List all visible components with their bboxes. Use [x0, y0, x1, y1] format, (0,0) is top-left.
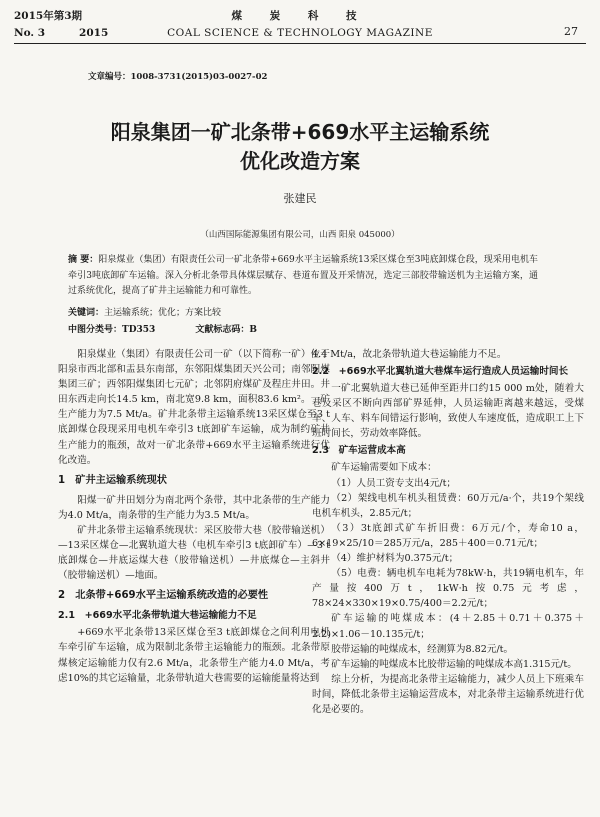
- section-2-heading: 2 北条带+669水平主运输系统改造的必要性: [58, 590, 269, 602]
- journal-name-cn: 煤 炭 科 技: [231, 10, 369, 22]
- left-column: [58, 347, 330, 686]
- issue-cn: 2015年第3期: [14, 10, 83, 22]
- right-column: [312, 347, 584, 717]
- journal-name-en: COAL SCIENCE & TECHNOLOGY MAGAZINE: [167, 27, 433, 39]
- cost-item-3: （3）3t底卸式矿车折旧费：6万元/个，寿命10 a，6×19×25/10＝285万元/a，285＋400＝0.71元/t；: [312, 522, 584, 549]
- article-number: 文章编号：1008-3731(2015)03-0027-02: [88, 72, 268, 82]
- keywords-label: 关键词：: [68, 308, 105, 318]
- doc-code-label: 文献标志码：: [195, 325, 250, 335]
- abstract-label: 摘 要：: [68, 255, 99, 265]
- title-line-1: 阳泉集团一矿北条带+669水平主运输系统: [110, 120, 490, 144]
- affiliation: （山西国际能源集团有限公司，山西 阳泉 045000）: [200, 230, 400, 240]
- section-1-paragraph-2: 矿井北条带主运输系统现状：采区胶带大巷（胶带输送机）—13采区煤仓—北翼轨道大巷（电机车牵引3 t底卸矿车）—3 t底卸煤仓—井底运煤大巷（胶带输送机）—井底煤仓—主斜井（胶带输送机）—地面。: [58, 524, 330, 582]
- belt-cost: 胶带运输的吨煤成本，经测算为8.82元/t。: [331, 643, 514, 655]
- section-1-heading: 1 矿井主运输系统现状: [58, 474, 167, 486]
- header-divider: [14, 43, 586, 44]
- cost-item-2: （2）架线电机车机头租赁费：60万元/a·个，共19个架线电机车机头，2.85元/t；: [312, 492, 584, 519]
- author: 张建民: [283, 192, 317, 205]
- section-2-1-continued: 4.4 Mt/a，故北条带轨道大巷运输能力不足。: [312, 349, 507, 360]
- classification: [68, 322, 297, 335]
- summary-paragraph: 综上分析，为提高北条带主运输能力，减少人员上下班乘车时间，降低北条带主运输运营成本，对北条带主运输系统进行优化是必要的。: [312, 673, 584, 715]
- cost-comparison: 矿车运输的吨煤成本比胶带运输的吨煤成本高1.315元/t。: [331, 658, 577, 670]
- section-2-2-paragraph: 一矿北翼轨道大巷已延伸至距井口约15 000 m处，随着大巷及采区不断向西部矿界延伸，人员运输距离越来越远，受煤车、人车、料车间错运行影响，致使人车速度低，造成职工上下班时间长，劳动效率降低。: [312, 383, 584, 440]
- page-number: 27: [564, 25, 578, 38]
- section-2-1-heading: 2.1 +669水平北条带轨道大巷运输能力不足: [58, 610, 257, 622]
- cost-item-1: （1）人员工资专支出4元/t；: [331, 477, 457, 489]
- journal-name: [0, 8, 600, 42]
- clc-value: TD353: [122, 325, 156, 335]
- abstract: [68, 253, 538, 300]
- section-2-3-intro: 矿车运输需要如下成本：: [331, 462, 437, 474]
- section-2-3-heading: 2.3 矿车运营成本高: [312, 445, 406, 457]
- cost-item-5: （5）电费：辆电机车电耗为78kW·h，共19辆电机车，年产量按400万t，1kW·h按0.75元考虑，78×24×330×19×0.75/400＝2.2元/t；: [312, 568, 584, 610]
- keywords-text: 主运输系统；优化；方案比较: [104, 308, 222, 318]
- cost-item-4: （4）维护材料为0.375元/t；: [331, 553, 459, 565]
- section-2-1-paragraph: +669水平北条带13采区煤仓至3 t底卸煤仓之间利用电机车牵引矿车运输，成为限制北条带主运输能力的瓶颈。北条带原煤核定运输能力仅有2.6 Mt/a，北条带生产能力4.0 Mt/a，考虑10%的其它运输量，北条带轨道大巷需要的运输能量将达到: [58, 627, 330, 684]
- section-2-2-heading: 2.2 +669水平北翼轨道大巷煤车运行造成人员运输时间长: [312, 366, 569, 378]
- title-line-2: 优化改造方案: [240, 149, 360, 173]
- issue-year: 2015: [79, 27, 109, 39]
- section-1-paragraph-1: 阳煤一矿井田划分为南北两个条带，其中北条带的生产能力为4.0 Mt/a，南条带的生产能力为3.5 Mt/a。: [58, 494, 330, 521]
- doc-code-value: B: [249, 325, 257, 335]
- intro-paragraph: 阳泉煤业（集团）有限责任公司一矿（以下简称一矿）位于阳泉市西北部和盂县东南部，东邻阳煤集团天兴公司；南邻阳煤集团三矿；西邻阳煤集团七元矿；北邻阴府煤矿及程庄井田。井田东西走向长14.5 km，南北宽9.8 km，面积83.6 km²。一矿生产能力为7.5 Mt/a。矿井北条带主运输系统13采区煤仓至3 t底卸煤仓段现采用电机车牵引3 t底卸矿车运输，成为制约矿井生产能力的瓶颈，故对一矿北条带+669水平主运输系统进行优化改造。: [58, 349, 330, 466]
- cost-total: 矿车运输的吨煤成本：(4＋2.85＋0.71＋0.375＋2.2)×1.06－10.135元/t；: [312, 613, 584, 640]
- issue-no: No. 3: [14, 27, 46, 39]
- abstract-text: 阳泉煤业（集团）有限责任公司一矿北条带+669水平主运输系统13采区煤仓至3吨底卸煤仓段，现采用电机车牵引3吨底卸矿车运输。深入分析北条带具体煤层赋存、巷道布置及开采情况，选定三部胶带输送机为主运输方案，通过系统优化，提高了矿井主运输能力和可靠性。: [68, 255, 538, 297]
- clc-label: 中图分类号：: [68, 325, 123, 335]
- keywords: [68, 305, 221, 318]
- paper-title: [0, 118, 600, 176]
